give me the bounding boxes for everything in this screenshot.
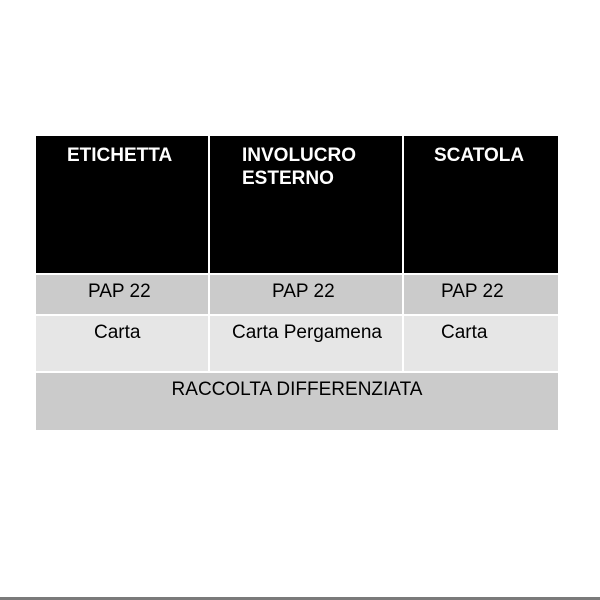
code-etichetta: PAP 22 xyxy=(36,275,208,314)
material-involucro: Carta Pergamena xyxy=(210,316,402,371)
header-involucro-esterno-text: INVOLUCRO ESTERNO xyxy=(242,145,356,189)
code-scatola: PAP 22 xyxy=(404,275,558,314)
material-scatola: Carta xyxy=(404,316,558,371)
footer-raccolta-differenziata: RACCOLTA DIFFERENZIATA xyxy=(36,373,558,430)
recycling-table xyxy=(36,136,558,430)
code-involucro: PAP 22 xyxy=(210,275,402,314)
header-etichetta: ETICHETTA xyxy=(36,136,208,273)
material-etichetta: Carta xyxy=(36,316,208,371)
header-scatola: SCATOLA xyxy=(404,136,558,273)
header-involucro-esterno xyxy=(210,136,402,273)
